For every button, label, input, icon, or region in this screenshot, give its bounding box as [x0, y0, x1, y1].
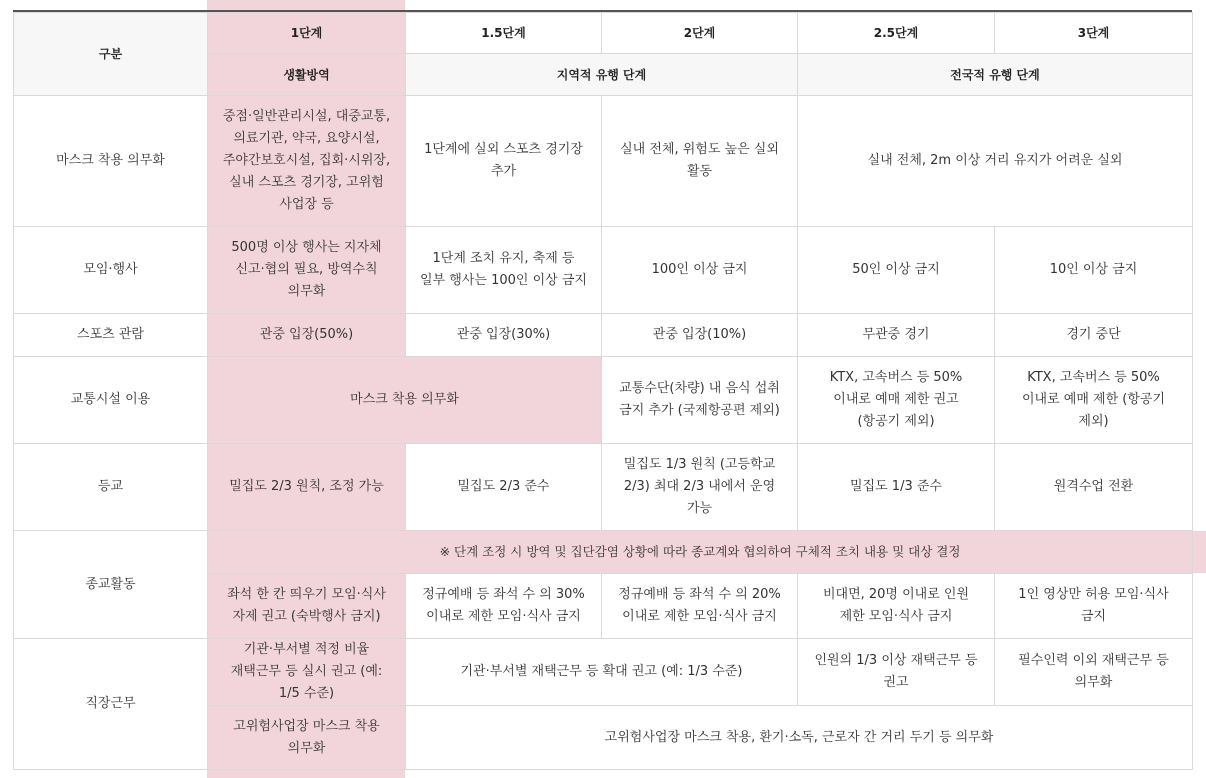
- cell-school-stage2-5: 밀집도 1/3 준수: [798, 444, 995, 531]
- cell-gathering-stage2-5: 50인 이상 금지: [798, 227, 995, 314]
- cell-religion-stage2-5: 비대면, 20명 이내로 인원 제한 모임·식사 금지: [798, 574, 995, 639]
- cell-mask-stage2: 실내 전체, 위험도 높은 실외 활동: [602, 96, 798, 227]
- header-group-national: 전국적 유행 단계: [798, 54, 1193, 96]
- row-mask: [14, 96, 1193, 227]
- row-school: [14, 444, 1193, 531]
- header-group-daily: 생활방역: [208, 54, 406, 96]
- cell-work-b-rest: 고위험사업장 마스크 착용, 환기·소독, 근로자 간 거리 두기 등 의무화: [406, 706, 1193, 770]
- cell-sports-stage3: 경기 중단: [995, 314, 1193, 357]
- cell-gathering-stage2: 100인 이상 금지: [602, 227, 798, 314]
- cell-school-stage1: 밀집도 2/3 원칙, 조정 가능: [208, 444, 406, 531]
- row-label-mask: 마스크 착용 의무화: [14, 96, 208, 227]
- row-gathering: [14, 227, 1193, 314]
- cell-work-a-stage1-5-2: 기관·부서별 재택근무 등 확대 권고 (예: 1/3 수준): [406, 639, 798, 706]
- cell-mask-stage1: 중점·일반관리시설, 대중교통, 의료기관, 약국, 요양시설, 주야간보호시설, 집회·시위장, 실내 스포츠 경기장, 고위험 사업장 등: [208, 96, 406, 227]
- cell-transport-stage2: 교통수단(차량) 내 음식 섭취 금지 추가 (국제항공편 제외): [602, 357, 798, 444]
- cell-gathering-stage3: 10인 이상 금지: [995, 227, 1193, 314]
- cell-transport-stage3: KTX, 고속버스 등 50% 이내로 예매 제한 (항공기 제외): [995, 357, 1193, 444]
- cell-sports-stage1: 관중 입장(50%): [208, 314, 406, 357]
- row-sports: [14, 314, 1193, 357]
- social-distancing-table: [13, 12, 1193, 770]
- cell-mask-stage2-5-3: 실내 전체, 2m 이상 거리 유지가 어려운 실외: [798, 96, 1193, 227]
- header-stage-1: 1단계: [208, 13, 406, 54]
- row-label-sports: 스포츠 관람: [14, 314, 208, 357]
- cell-religion-stage1: 좌석 한 칸 띄우기 모임·식사 자제 권고 (숙박행사 금지): [208, 574, 406, 639]
- cell-religion-stage1-5: 정규예배 등 좌석 수 의 30% 이내로 제한 모임·식사 금지: [406, 574, 602, 639]
- header-stage-3: 3단계: [995, 13, 1193, 54]
- cell-work-a-stage2-5: 인원의 1/3 이상 재택근무 등 권고: [798, 639, 995, 706]
- row-label-transport: 교통시설 이용: [14, 357, 208, 444]
- header-stage-1-5: 1.5단계: [406, 13, 602, 54]
- row-work-a: [14, 639, 1193, 706]
- cell-religion-stage2: 정규예배 등 좌석 수 의 20% 이내로 제한 모임·식사 금지: [602, 574, 798, 639]
- cell-sports-stage2-5: 무관중 경기: [798, 314, 995, 357]
- cell-mask-stage1-5: 1단계에 실외 스포츠 경기장 추가: [406, 96, 602, 227]
- cell-school-stage1-5: 밀집도 2/3 준수: [406, 444, 602, 531]
- header-stage-2-5: 2.5단계: [798, 13, 995, 54]
- header-category: 구분: [14, 13, 208, 96]
- cell-work-a-stage1: 기관·부서별 적정 비율 재택근무 등 실시 권고 (예: 1/5 수준): [208, 639, 406, 706]
- row-label-work: 직장근무: [14, 639, 208, 770]
- header-group-regional: 지역적 유행 단계: [406, 54, 798, 96]
- cell-religion-stage3: 1인 영상만 허용 모임·식사 금지: [995, 574, 1193, 639]
- cell-school-stage3: 원격수업 전환: [995, 444, 1193, 531]
- cell-gathering-stage1: 500명 이상 행사는 지자체 신고·협의 필요, 방역수칙 의무화: [208, 227, 406, 314]
- row-label-religion: 종교활동: [14, 531, 208, 639]
- cell-religion-note: ※ 단계 조정 시 방역 및 집단감염 상황에 따라 종교계와 협의하여 구체적 조치 내용 및 대상 결정: [208, 531, 1193, 574]
- cell-transport-stage1-1-5: 마스크 착용 의무화: [208, 357, 602, 444]
- header-stage-2: 2단계: [602, 13, 798, 54]
- row-transport: [14, 357, 1193, 444]
- row-label-gathering: 모임·행사: [14, 227, 208, 314]
- cell-school-stage2: 밀집도 1/3 원칙 (고등학교 2/3) 최대 2/3 내에서 운영 가능: [602, 444, 798, 531]
- cell-sports-stage2: 관중 입장(10%): [602, 314, 798, 357]
- cell-work-b-stage1: 고위험사업장 마스크 착용 의무화: [208, 706, 406, 770]
- row-religion-note: [14, 531, 1193, 574]
- row-label-school: 등교: [14, 444, 208, 531]
- cell-sports-stage1-5: 관중 입장(30%): [406, 314, 602, 357]
- cell-work-a-stage3: 필수인력 이외 재택근무 등 의무화: [995, 639, 1193, 706]
- cell-transport-stage2-5: KTX, 고속버스 등 50% 이내로 예매 제한 권고 (항공기 제외): [798, 357, 995, 444]
- cell-gathering-stage1-5: 1단계 조치 유지, 축제 등 일부 행사는 100인 이상 금지: [406, 227, 602, 314]
